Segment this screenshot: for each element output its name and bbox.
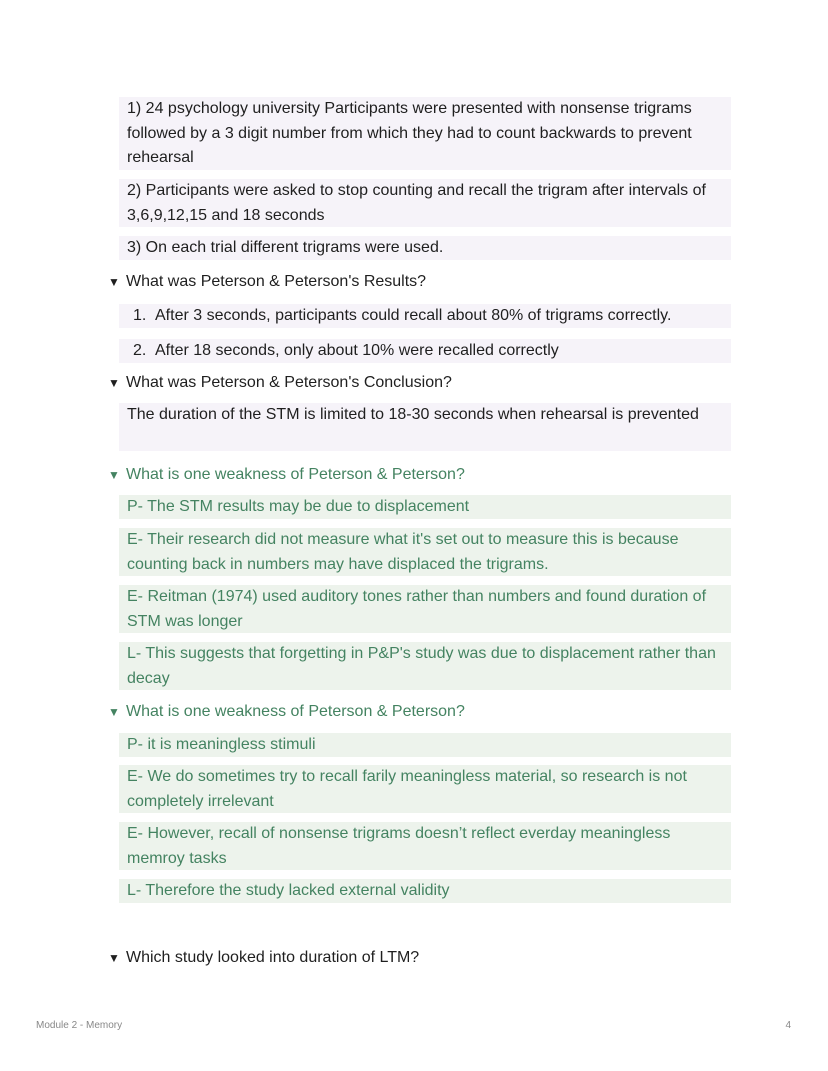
peel-point	[119, 495, 731, 519]
peel-point	[119, 642, 731, 690]
footer-title: Module 2 - Memory	[36, 1020, 123, 1031]
toggle-triangle-icon[interactable]: ▼	[108, 468, 120, 482]
page-number: 4	[785, 1020, 791, 1031]
toggle-conclusion[interactable]	[108, 372, 452, 394]
toggle-label: What is one weakness of Peterson & Peterson?	[126, 703, 465, 720]
conclusion-text: The duration of the STM is limited to 18-30 seconds when rehearsal is prevented	[127, 406, 699, 423]
peel-text: E- We do sometimes try to recall farily meaningless material, so research is not completely irrelevant	[127, 768, 687, 810]
toggle-weakness-1[interactable]	[108, 464, 465, 486]
toggle-weakness-2[interactable]	[108, 701, 465, 723]
toggle-triangle-icon[interactable]: ▼	[108, 376, 120, 390]
toggle-results[interactable]	[108, 271, 426, 293]
list-number: 2.	[133, 342, 147, 359]
procedure-text: 2) Participants were asked to stop counting and recall the trigram after intervals of 3,6,9,12,15 and 18 seconds	[127, 182, 706, 224]
procedure-block	[119, 97, 731, 170]
procedure-text: 3) On each trial different trigrams were used.	[127, 239, 444, 256]
peel-text: E- Reitman (1974) used auditory tones rather than numbers and found duration of STM was longer	[127, 588, 707, 630]
toggle-label: What was Peterson & Peterson's Conclusion?	[126, 374, 452, 391]
list-text: After 3 seconds, participants could recall about 80% of trigrams correctly.	[155, 307, 672, 324]
peel-text: P- it is meaningless stimuli	[127, 736, 316, 753]
peel-text: P- The STM results may be due to displacement	[127, 498, 470, 515]
toggle-label: What is one weakness of Peterson & Peterson?	[126, 466, 465, 483]
peel-point	[119, 765, 731, 813]
peel-text: E- Their research did not measure what it's set out to measure this is because counting back in numbers may have displaced the trigrams.	[127, 531, 679, 573]
list-item	[119, 304, 731, 328]
toggle-label: Which study looked into duration of LTM?	[126, 949, 420, 966]
peel-point	[119, 822, 731, 870]
toggle-triangle-icon[interactable]: ▼	[108, 705, 120, 719]
conclusion-block	[119, 403, 731, 451]
toggle-triangle-icon[interactable]: ▼	[108, 951, 120, 965]
procedure-block	[119, 179, 731, 227]
peel-point	[119, 528, 731, 576]
list-number: 1.	[133, 307, 147, 324]
list-item	[119, 339, 731, 363]
procedure-text: 1) 24 psychology university Participants were presented with nonsense trigrams followed by a 3 digit number from which they had to count backwards to prevent rehearsal	[127, 100, 692, 166]
peel-point	[119, 585, 731, 633]
list-text: After 18 seconds, only about 10% were recalled correctly	[155, 342, 559, 359]
toggle-label: What was Peterson & Peterson's Results?	[126, 273, 427, 290]
toggle-ltm[interactable]	[108, 947, 419, 969]
peel-text: L- This suggests that forgetting in P&P's study was due to displacement rather than decay	[127, 645, 716, 687]
peel-text: E- However, recall of nonsense trigrams doesn’t reflect everday meaningless memroy tasks	[127, 825, 671, 867]
peel-point	[119, 879, 731, 903]
peel-point	[119, 733, 731, 757]
toggle-triangle-icon[interactable]: ▼	[108, 275, 120, 289]
peel-text: L- Therefore the study lacked external validity	[127, 882, 450, 899]
procedure-block	[119, 236, 731, 260]
